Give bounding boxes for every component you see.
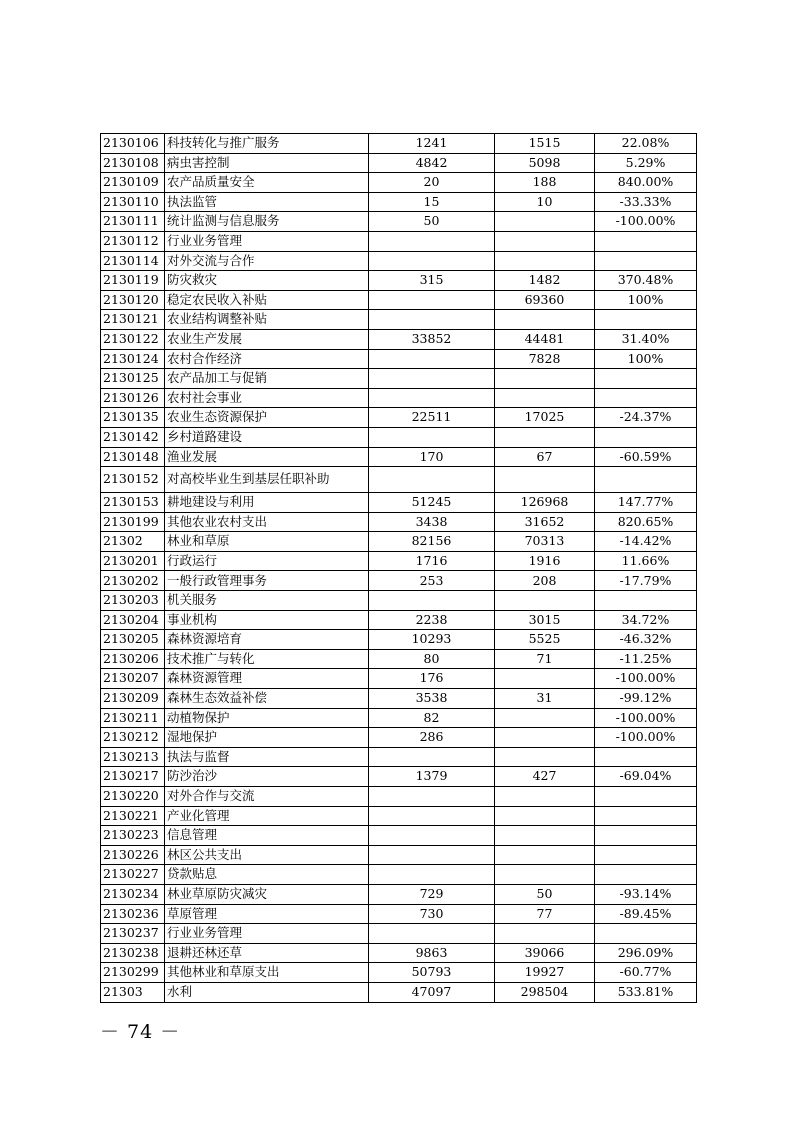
cell-value-2: [495, 231, 595, 251]
cell-change-percent: -60.59%: [595, 447, 697, 467]
cell-change-percent: -100.00%: [595, 669, 697, 689]
cell-change-percent: -89.45%: [595, 904, 697, 924]
cell-code: 2130211: [101, 708, 165, 728]
table-row: [101, 493, 697, 513]
cell-value-1: 10293: [369, 630, 495, 650]
table-row: [101, 845, 697, 865]
cell-value-2: [495, 747, 595, 767]
cell-change-percent: 22.08%: [595, 134, 697, 154]
cell-name: 农业生产发展: [165, 329, 369, 349]
cell-name: 林区公共支出: [165, 845, 369, 865]
cell-value-1: 1716: [369, 551, 495, 571]
table-row: [101, 467, 697, 493]
cell-code: 2130108: [101, 153, 165, 173]
table-row: [101, 192, 697, 212]
cell-name: 防灾救灾: [165, 271, 369, 291]
cell-name: 森林资源管理: [165, 669, 369, 689]
cell-value-2: [495, 845, 595, 865]
cell-name: 行业业务管理: [165, 231, 369, 251]
table-row: [101, 551, 697, 571]
table-row: [101, 134, 697, 154]
table-row: [101, 369, 697, 389]
cell-value-1: 82: [369, 708, 495, 728]
cell-value-1: [369, 310, 495, 330]
cell-change-percent: [595, 806, 697, 826]
cell-value-2: 298504: [495, 982, 595, 1002]
cell-value-2: 1916: [495, 551, 595, 571]
table-row: [101, 924, 697, 944]
cell-name: 农产品质量安全: [165, 173, 369, 193]
cell-value-1: 286: [369, 728, 495, 748]
cell-value-2: 188: [495, 173, 595, 193]
cell-value-2: [495, 427, 595, 447]
cell-value-2: 70313: [495, 532, 595, 552]
cell-change-percent: [595, 467, 697, 493]
cell-value-1: [369, 787, 495, 807]
cell-value-1: [369, 924, 495, 944]
cell-change-percent: [595, 845, 697, 865]
cell-name: 稳定农民收入补贴: [165, 290, 369, 310]
cell-value-1: [369, 845, 495, 865]
cell-value-2: [495, 924, 595, 944]
cell-value-2: [495, 806, 595, 826]
cell-change-percent: [595, 251, 697, 271]
cell-change-percent: 820.65%: [595, 512, 697, 532]
cell-value-1: 1241: [369, 134, 495, 154]
cell-name: 森林生态效益补偿: [165, 689, 369, 709]
cell-value-2: 5525: [495, 630, 595, 650]
cell-value-2: [495, 826, 595, 846]
cell-value-1: 20: [369, 173, 495, 193]
cell-value-1: [369, 806, 495, 826]
cell-value-2: 7828: [495, 349, 595, 369]
table-row: [101, 329, 697, 349]
cell-name: 对外交流与合作: [165, 251, 369, 271]
cell-value-1: [369, 591, 495, 611]
cell-change-percent: 296.09%: [595, 943, 697, 963]
table-row: [101, 649, 697, 669]
cell-change-percent: -93.14%: [595, 884, 697, 904]
cell-code: 2130234: [101, 884, 165, 904]
cell-value-1: 50: [369, 212, 495, 232]
cell-value-1: 1379: [369, 767, 495, 787]
cell-code: 2130226: [101, 845, 165, 865]
cell-value-2: 71: [495, 649, 595, 669]
cell-value-1: [369, 427, 495, 447]
cell-change-percent: -33.33%: [595, 192, 697, 212]
table-row: [101, 212, 697, 232]
cell-code: 2130203: [101, 591, 165, 611]
cell-value-1: [369, 826, 495, 846]
cell-value-1: 80: [369, 649, 495, 669]
cell-value-1: 22511: [369, 408, 495, 428]
cell-code: 2130152: [101, 467, 165, 493]
table-row: [101, 388, 697, 408]
cell-code: 2130209: [101, 689, 165, 709]
cell-name: 林业和草原: [165, 532, 369, 552]
table-row: [101, 591, 697, 611]
cell-value-1: [369, 231, 495, 251]
cell-value-2: 5098: [495, 153, 595, 173]
cell-change-percent: [595, 747, 697, 767]
table-row: [101, 787, 697, 807]
table-row: [101, 290, 697, 310]
cell-value-2: [495, 787, 595, 807]
cell-code: 2130111: [101, 212, 165, 232]
cell-code: 2130221: [101, 806, 165, 826]
cell-value-2: 1515: [495, 134, 595, 154]
table-row: [101, 571, 697, 591]
cell-value-1: 4842: [369, 153, 495, 173]
cell-value-2: 77: [495, 904, 595, 924]
cell-value-2: 10: [495, 192, 595, 212]
cell-code: 2130236: [101, 904, 165, 924]
cell-value-2: 17025: [495, 408, 595, 428]
table-row: [101, 173, 697, 193]
cell-code: 2130109: [101, 173, 165, 193]
cell-value-2: 427: [495, 767, 595, 787]
cell-value-1: 9863: [369, 943, 495, 963]
table-row: [101, 865, 697, 885]
cell-name: 科技转化与推广服务: [165, 134, 369, 154]
cell-code: 2130217: [101, 767, 165, 787]
cell-code: 2130119: [101, 271, 165, 291]
page-number: － 74 －: [100, 1021, 181, 1043]
cell-value-2: [495, 591, 595, 611]
cell-code: 2130205: [101, 630, 165, 650]
table-row: [101, 806, 697, 826]
cell-code: 21303: [101, 982, 165, 1002]
cell-code: 2130148: [101, 447, 165, 467]
cell-change-percent: [595, 787, 697, 807]
cell-code: 2130223: [101, 826, 165, 846]
cell-value-2: [495, 251, 595, 271]
cell-value-2: [495, 467, 595, 493]
cell-code: 2130114: [101, 251, 165, 271]
table-row: [101, 982, 697, 1002]
cell-name: 防沙治沙: [165, 767, 369, 787]
cell-value-2: 31652: [495, 512, 595, 532]
table-row: [101, 747, 697, 767]
cell-change-percent: 100%: [595, 290, 697, 310]
table-row: [101, 728, 697, 748]
cell-code: 2130124: [101, 349, 165, 369]
table-row: [101, 630, 697, 650]
cell-code: 2130204: [101, 610, 165, 630]
cell-code: 2130212: [101, 728, 165, 748]
cell-change-percent: -24.37%: [595, 408, 697, 428]
cell-value-1: [369, 369, 495, 389]
cell-value-2: [495, 369, 595, 389]
cell-value-1: 15: [369, 192, 495, 212]
cell-code: 2130106: [101, 134, 165, 154]
cell-name: 水利: [165, 982, 369, 1002]
cell-code: 2130153: [101, 493, 165, 513]
cell-code: 2130202: [101, 571, 165, 591]
cell-value-2: 44481: [495, 329, 595, 349]
cell-change-percent: [595, 924, 697, 944]
cell-change-percent: [595, 865, 697, 885]
cell-code: 2130126: [101, 388, 165, 408]
cell-change-percent: -17.79%: [595, 571, 697, 591]
cell-value-2: [495, 728, 595, 748]
cell-value-1: 51245: [369, 493, 495, 513]
cell-name: 农业结构调整补贴: [165, 310, 369, 330]
cell-name: 其他林业和草原支出: [165, 963, 369, 983]
cell-change-percent: -46.32%: [595, 630, 697, 650]
cell-value-2: [495, 865, 595, 885]
cell-change-percent: -100.00%: [595, 708, 697, 728]
cell-code: 2130206: [101, 649, 165, 669]
cell-code: 2130135: [101, 408, 165, 428]
cell-name: 技术推广与转化: [165, 649, 369, 669]
cell-value-2: 19927: [495, 963, 595, 983]
cell-name: 执法与监督: [165, 747, 369, 767]
cell-name: 行业业务管理: [165, 924, 369, 944]
cell-value-1: 170: [369, 447, 495, 467]
cell-value-1: 82156: [369, 532, 495, 552]
cell-name: 其他农业农村支出: [165, 512, 369, 532]
table-row: [101, 532, 697, 552]
cell-change-percent: 370.48%: [595, 271, 697, 291]
cell-code: 2130207: [101, 669, 165, 689]
cell-code: 2130220: [101, 787, 165, 807]
cell-name: 退耕还林还草: [165, 943, 369, 963]
cell-change-percent: [595, 427, 697, 447]
cell-name: 事业机构: [165, 610, 369, 630]
table-row: [101, 669, 697, 689]
cell-value-2: 39066: [495, 943, 595, 963]
cell-name: 草原管理: [165, 904, 369, 924]
cell-value-1: 3538: [369, 689, 495, 709]
table-row: [101, 767, 697, 787]
cell-value-1: 729: [369, 884, 495, 904]
cell-value-1: [369, 349, 495, 369]
table-row: [101, 408, 697, 428]
cell-change-percent: [595, 310, 697, 330]
cell-name: 一般行政管理事务: [165, 571, 369, 591]
table-row: [101, 904, 697, 924]
cell-change-percent: 11.66%: [595, 551, 697, 571]
cell-value-2: [495, 708, 595, 728]
cell-name: 信息管理: [165, 826, 369, 846]
cell-name: 对高校毕业生到基层任职补助: [165, 467, 369, 493]
cell-code: 2130142: [101, 427, 165, 447]
cell-value-2: 3015: [495, 610, 595, 630]
cell-value-1: [369, 865, 495, 885]
cell-name: 机关服务: [165, 591, 369, 611]
table-row: [101, 271, 697, 291]
cell-name: 乡村道路建设: [165, 427, 369, 447]
cell-change-percent: 34.72%: [595, 610, 697, 630]
cell-name: 产业化管理: [165, 806, 369, 826]
cell-value-1: 253: [369, 571, 495, 591]
cell-name: 渔业发展: [165, 447, 369, 467]
cell-value-2: [495, 669, 595, 689]
cell-value-2: [495, 212, 595, 232]
cell-name: 行政运行: [165, 551, 369, 571]
cell-value-2: 50: [495, 884, 595, 904]
cell-value-2: 31: [495, 689, 595, 709]
table-row: [101, 963, 697, 983]
cell-value-2: 67: [495, 447, 595, 467]
cell-name: 农产品加工与促销: [165, 369, 369, 389]
cell-change-percent: -69.04%: [595, 767, 697, 787]
table-row: [101, 610, 697, 630]
cell-value-1: [369, 388, 495, 408]
cell-name: 病虫害控制: [165, 153, 369, 173]
cell-value-2: 69360: [495, 290, 595, 310]
table-row: [101, 943, 697, 963]
cell-value-1: 50793: [369, 963, 495, 983]
cell-code: 2130110: [101, 192, 165, 212]
cell-name: 农村合作经济: [165, 349, 369, 369]
cell-code: 2130227: [101, 865, 165, 885]
cell-value-1: [369, 747, 495, 767]
table-row: [101, 231, 697, 251]
cell-name: 耕地建设与利用: [165, 493, 369, 513]
cell-code: 2130299: [101, 963, 165, 983]
cell-change-percent: -60.77%: [595, 963, 697, 983]
cell-code: 2130201: [101, 551, 165, 571]
cell-name: 湿地保护: [165, 728, 369, 748]
table-row: [101, 884, 697, 904]
cell-code: 2130121: [101, 310, 165, 330]
table-row: [101, 349, 697, 369]
cell-change-percent: -100.00%: [595, 728, 697, 748]
cell-code: 21302: [101, 532, 165, 552]
cell-name: 对外合作与交流: [165, 787, 369, 807]
cell-name: 农村社会事业: [165, 388, 369, 408]
cell-change-percent: [595, 826, 697, 846]
cell-value-1: 176: [369, 669, 495, 689]
cell-value-1: 315: [369, 271, 495, 291]
cell-change-percent: 5.29%: [595, 153, 697, 173]
budget-table: [100, 133, 697, 1003]
table-row: [101, 153, 697, 173]
cell-change-percent: [595, 591, 697, 611]
table-row: [101, 310, 697, 330]
cell-change-percent: [595, 388, 697, 408]
cell-value-2: [495, 388, 595, 408]
cell-code: 2130120: [101, 290, 165, 310]
cell-change-percent: 147.77%: [595, 493, 697, 513]
cell-change-percent: -11.25%: [595, 649, 697, 669]
table-row: [101, 251, 697, 271]
cell-value-1: [369, 467, 495, 493]
cell-change-percent: 31.40%: [595, 329, 697, 349]
cell-code: 2130122: [101, 329, 165, 349]
table-row: [101, 689, 697, 709]
cell-name: 农业生态资源保护: [165, 408, 369, 428]
cell-value-1: 47097: [369, 982, 495, 1002]
table-row: [101, 427, 697, 447]
table-body: [101, 134, 697, 1003]
cell-value-1: [369, 290, 495, 310]
cell-value-1: 3438: [369, 512, 495, 532]
cell-value-1: 2238: [369, 610, 495, 630]
cell-value-2: 126968: [495, 493, 595, 513]
cell-value-2: 1482: [495, 271, 595, 291]
cell-name: 统计监测与信息服务: [165, 212, 369, 232]
cell-value-1: 730: [369, 904, 495, 924]
cell-code: 2130125: [101, 369, 165, 389]
cell-change-percent: 840.00%: [595, 173, 697, 193]
cell-code: 2130237: [101, 924, 165, 944]
cell-change-percent: 100%: [595, 349, 697, 369]
table-row: [101, 512, 697, 532]
cell-change-percent: 533.81%: [595, 982, 697, 1002]
cell-value-2: 208: [495, 571, 595, 591]
cell-name: 执法监管: [165, 192, 369, 212]
cell-code: 2130112: [101, 231, 165, 251]
table-row: [101, 708, 697, 728]
cell-value-1: [369, 251, 495, 271]
table-row: [101, 826, 697, 846]
cell-value-1: 33852: [369, 329, 495, 349]
cell-code: 2130199: [101, 512, 165, 532]
cell-name: 森林资源培育: [165, 630, 369, 650]
cell-change-percent: -99.12%: [595, 689, 697, 709]
cell-name: 林业草原防灾减灾: [165, 884, 369, 904]
cell-change-percent: -100.00%: [595, 212, 697, 232]
cell-name: 贷款贴息: [165, 865, 369, 885]
cell-code: 2130238: [101, 943, 165, 963]
cell-change-percent: -14.42%: [595, 532, 697, 552]
cell-value-2: [495, 310, 595, 330]
cell-code: 2130213: [101, 747, 165, 767]
table-row: [101, 447, 697, 467]
cell-name: 动植物保护: [165, 708, 369, 728]
cell-change-percent: [595, 231, 697, 251]
cell-change-percent: [595, 369, 697, 389]
